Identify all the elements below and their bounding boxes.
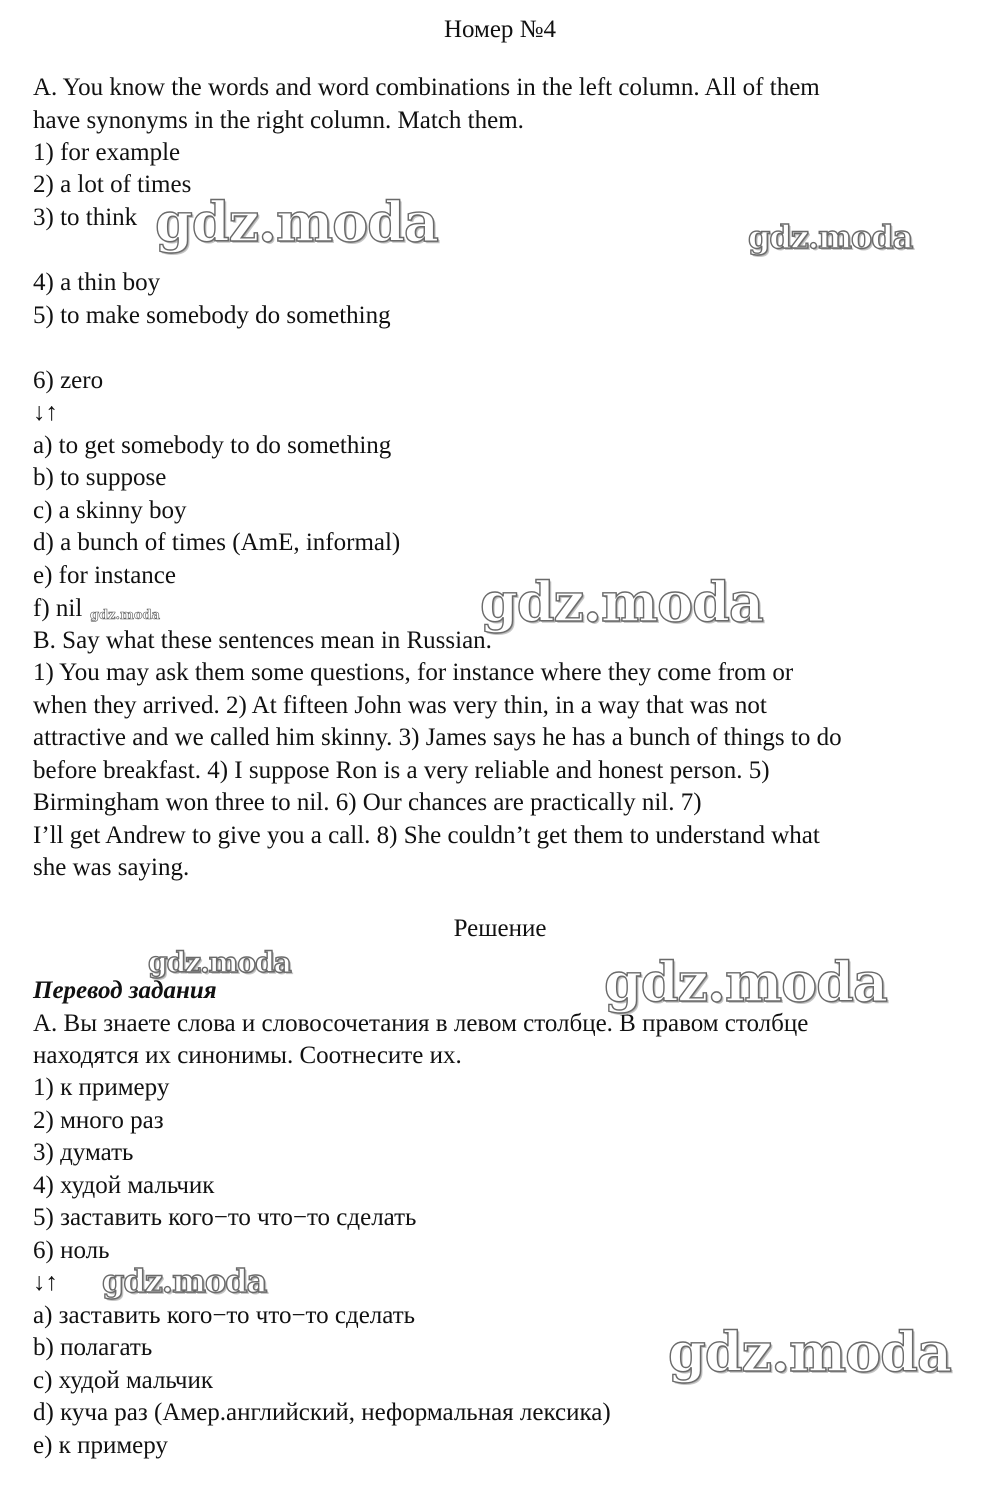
ru-left-item-4: 4) худой мальчик bbox=[33, 1172, 215, 1199]
solution-a-intro-line-2: находятся их синонимы. Соотнесите их. bbox=[33, 1042, 462, 1069]
ru-left-item-6: 6) ноль bbox=[33, 1237, 110, 1264]
ru-right-item-c: c) худой мальчик bbox=[33, 1367, 214, 1394]
watermark: gdz.moda bbox=[668, 1320, 951, 1384]
page-title: Номер №4 bbox=[443, 16, 557, 43]
ru-match-arrows: ↓↑ bbox=[33, 1269, 58, 1296]
left-item-3: 3) to think bbox=[33, 204, 138, 231]
watermark: gdz.moda bbox=[90, 608, 161, 623]
ru-left-item-5: 5) заставить кого−то что−то сделать bbox=[33, 1204, 417, 1231]
task-b-line-5: Birmingham won three to nil. 6) Our chances are practically nil. 7) bbox=[33, 789, 702, 816]
task-a-intro-line-2: have synonyms in the right column. Match them. bbox=[33, 107, 524, 134]
ru-left-item-2: 2) много раз bbox=[33, 1107, 164, 1134]
left-item-2: 2) a lot of times bbox=[33, 171, 192, 198]
left-item-4: 4) a thin boy bbox=[33, 269, 161, 296]
solution-heading: Решение bbox=[453, 915, 547, 942]
task-b-line-4: before breakfast. 4) I suppose Ron is a very reliable and honest person. 5) bbox=[33, 757, 770, 784]
ru-left-item-1: 1) к примеру bbox=[33, 1074, 170, 1101]
translation-title: Перевод задания bbox=[33, 977, 217, 1004]
task-b-line-2: when they arrived. 2) At fifteen John was very thin, in a way that was not bbox=[33, 692, 767, 719]
task-b-line-3: attractive and we called him skinny. 3) James says he has a bunch of things to do bbox=[33, 724, 842, 751]
ru-left-item-3: 3) думать bbox=[33, 1139, 134, 1166]
watermark: gdz.moda bbox=[748, 218, 913, 256]
task-b-heading: B. Say what these sentences mean in Russian. bbox=[33, 627, 492, 654]
task-b-line-1: 1) You may ask them some questions, for instance where they come from or bbox=[33, 659, 794, 686]
left-item-5: 5) to make somebody do something bbox=[33, 302, 391, 329]
right-item-a: a) to get somebody to do something bbox=[33, 432, 392, 459]
right-item-f: f) nil bbox=[33, 595, 83, 622]
right-item-e: e) for instance bbox=[33, 562, 176, 589]
solution-a-intro-line-1: A. Вы знаете слова и словосочетания в левом столбце. В правом столбце bbox=[33, 1010, 809, 1037]
ru-right-item-b: b) полагать bbox=[33, 1334, 153, 1361]
ru-right-item-d: d) куча раз (Амер.английский, неформальная лексика) bbox=[33, 1399, 611, 1426]
task-a-intro-line-1: A. You know the words and word combinations in the left column. All of them bbox=[33, 74, 820, 101]
right-item-b: b) to suppose bbox=[33, 464, 167, 491]
watermark: gdz.moda bbox=[148, 946, 291, 979]
watermark: gdz.moda bbox=[102, 1262, 267, 1300]
watermark: gdz.moda bbox=[155, 190, 438, 254]
left-item-1: 1) for example bbox=[33, 139, 181, 166]
watermark: gdz.moda bbox=[480, 570, 763, 634]
task-b-line-7: she was saying. bbox=[33, 854, 190, 881]
watermark: gdz.moda bbox=[604, 950, 887, 1014]
ru-right-item-a: a) заставить кого−то что−то сделать bbox=[33, 1302, 416, 1329]
right-item-c: c) a skinny boy bbox=[33, 497, 187, 524]
match-arrows: ↓↑ bbox=[33, 399, 58, 426]
left-item-6: 6) zero bbox=[33, 367, 104, 394]
right-item-d: d) a bunch of times (AmE, informal) bbox=[33, 529, 401, 556]
task-b-line-6: I’ll get Andrew to give you a call. 8) She couldn’t get them to understand what bbox=[33, 822, 820, 849]
ru-right-item-e: e) к примеру bbox=[33, 1432, 168, 1459]
